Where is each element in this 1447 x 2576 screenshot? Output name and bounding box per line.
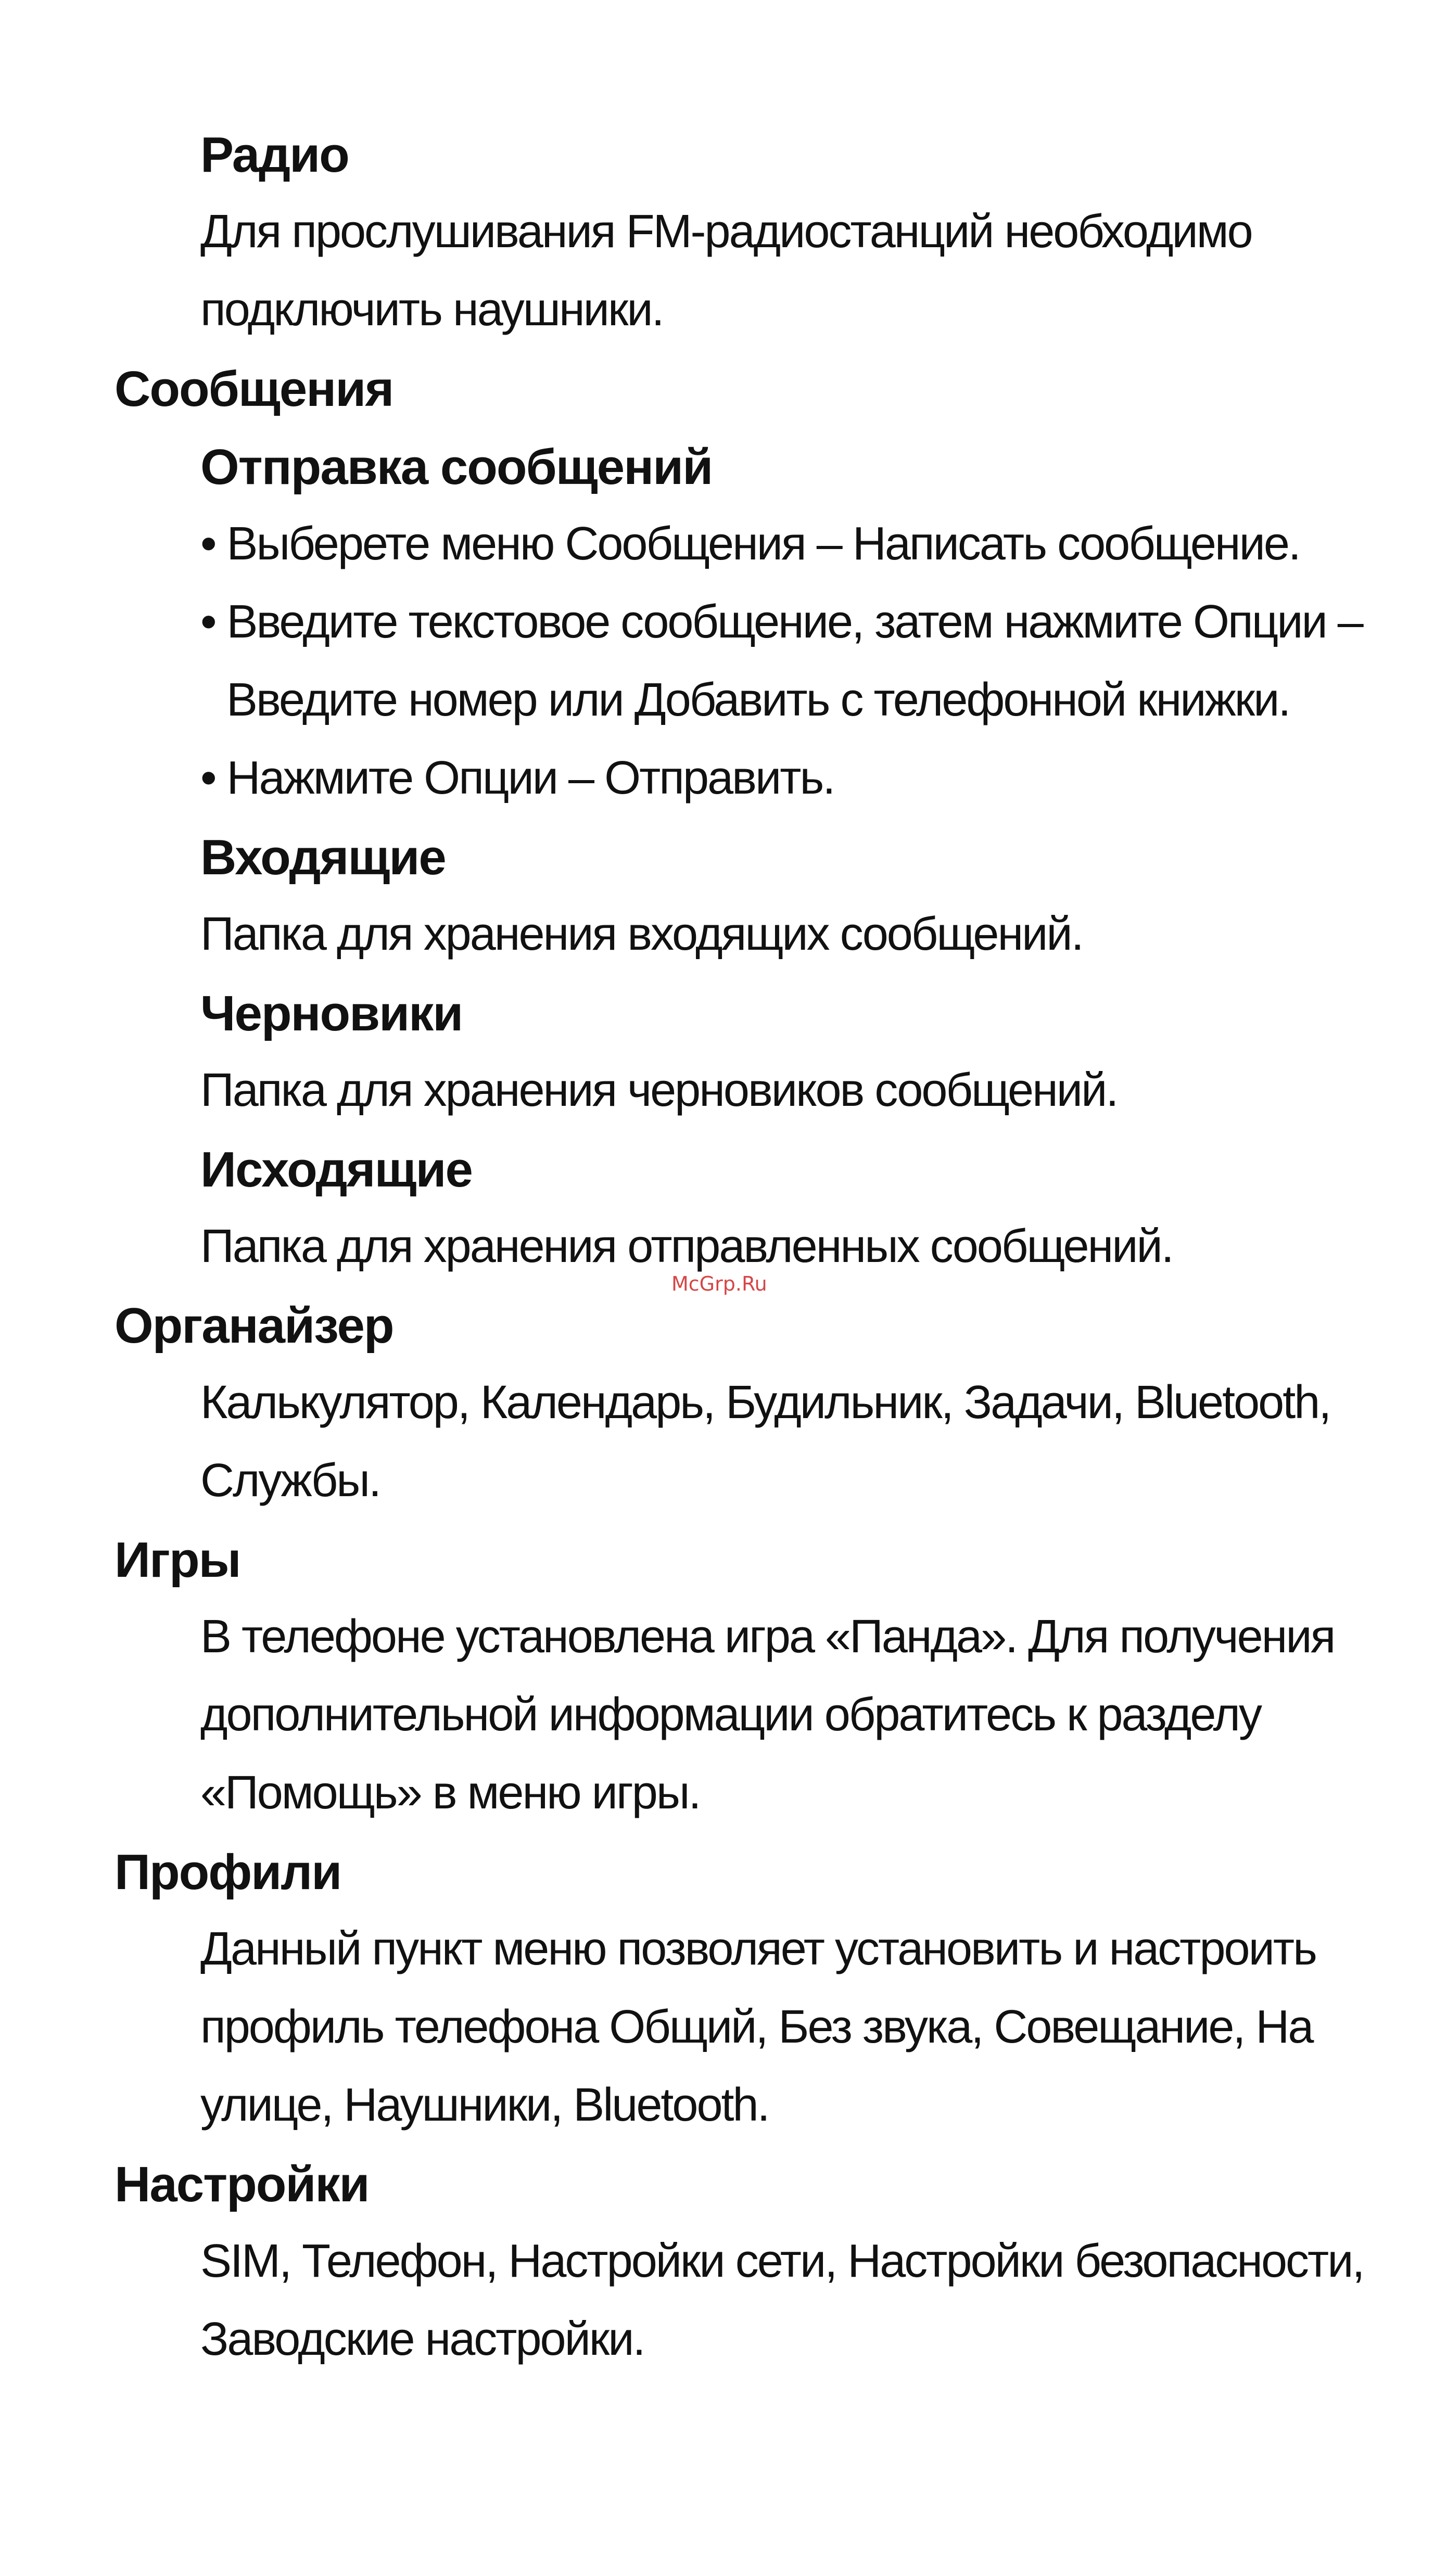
- sending-bullet-3: • Нажмите Опции – Отправить.: [200, 752, 834, 804]
- profiles-text-line-3: улице, Наушники, Bluetooth.: [200, 2079, 769, 2131]
- sending-messages-heading: Отправка сообщений: [200, 439, 713, 495]
- games-heading: Игры: [115, 1532, 240, 1588]
- organizer-heading: Органайзер: [115, 1298, 394, 1354]
- profiles-text-line-1: Данный пункт меню позволяет установить и настроить: [200, 1923, 1316, 1975]
- radio-heading: Радио: [200, 127, 349, 183]
- settings-text-line-2: Заводские настройки.: [200, 2313, 644, 2365]
- sending-bullet-2-continuation: Введите номер или Добавить с телефонной книжки.: [226, 674, 1290, 726]
- profiles-text-line-2: профиль телефона Общий, Без звука, Совещание, На: [200, 2001, 1313, 2053]
- drafts-heading: Черновики: [200, 986, 463, 1041]
- outbox-text: Папка для хранения отправленных сообщений.: [200, 1220, 1173, 1272]
- inbox-text: Папка для хранения входящих сообщений.: [200, 908, 1083, 960]
- organizer-text-line-1: Калькулятор, Календарь, Будильник, Задачи, Bluetooth,: [200, 1376, 1330, 1429]
- radio-text-line-2: подключить наушники.: [200, 284, 663, 336]
- settings-text-line-1: SIM, Телефон, Настройки сети, Настройки безопасности,: [200, 2235, 1364, 2287]
- outbox-heading: Исходящие: [200, 1142, 472, 1197]
- sending-bullet-2: • Введите текстовое сообщение, затем нажмите Опции –: [200, 596, 1362, 648]
- games-text-line-1: В телефоне установлена игра «Панда». Для получения: [200, 1611, 1335, 1663]
- drafts-text: Папка для хранения черновиков сообщений.: [200, 1064, 1118, 1116]
- watermark-text: McGrp.Ru: [671, 1272, 767, 1295]
- radio-text-line-1: Для прослушивания FM-радиостанций необходимо: [200, 206, 1252, 258]
- organizer-text-line-2: Службы.: [200, 1455, 380, 1507]
- settings-heading: Настройки: [115, 2157, 369, 2212]
- games-text-line-3: «Помощь» в меню игры.: [200, 1767, 700, 1819]
- games-text-line-2: дополнительной информации обратитесь к разделу: [200, 1689, 1261, 1741]
- inbox-heading: Входящие: [200, 830, 446, 885]
- messages-heading: Сообщения: [115, 361, 394, 417]
- profiles-heading: Профили: [115, 1844, 341, 1900]
- sending-bullet-1: • Выберете меню Сообщения – Написать сообщение.: [200, 518, 1300, 570]
